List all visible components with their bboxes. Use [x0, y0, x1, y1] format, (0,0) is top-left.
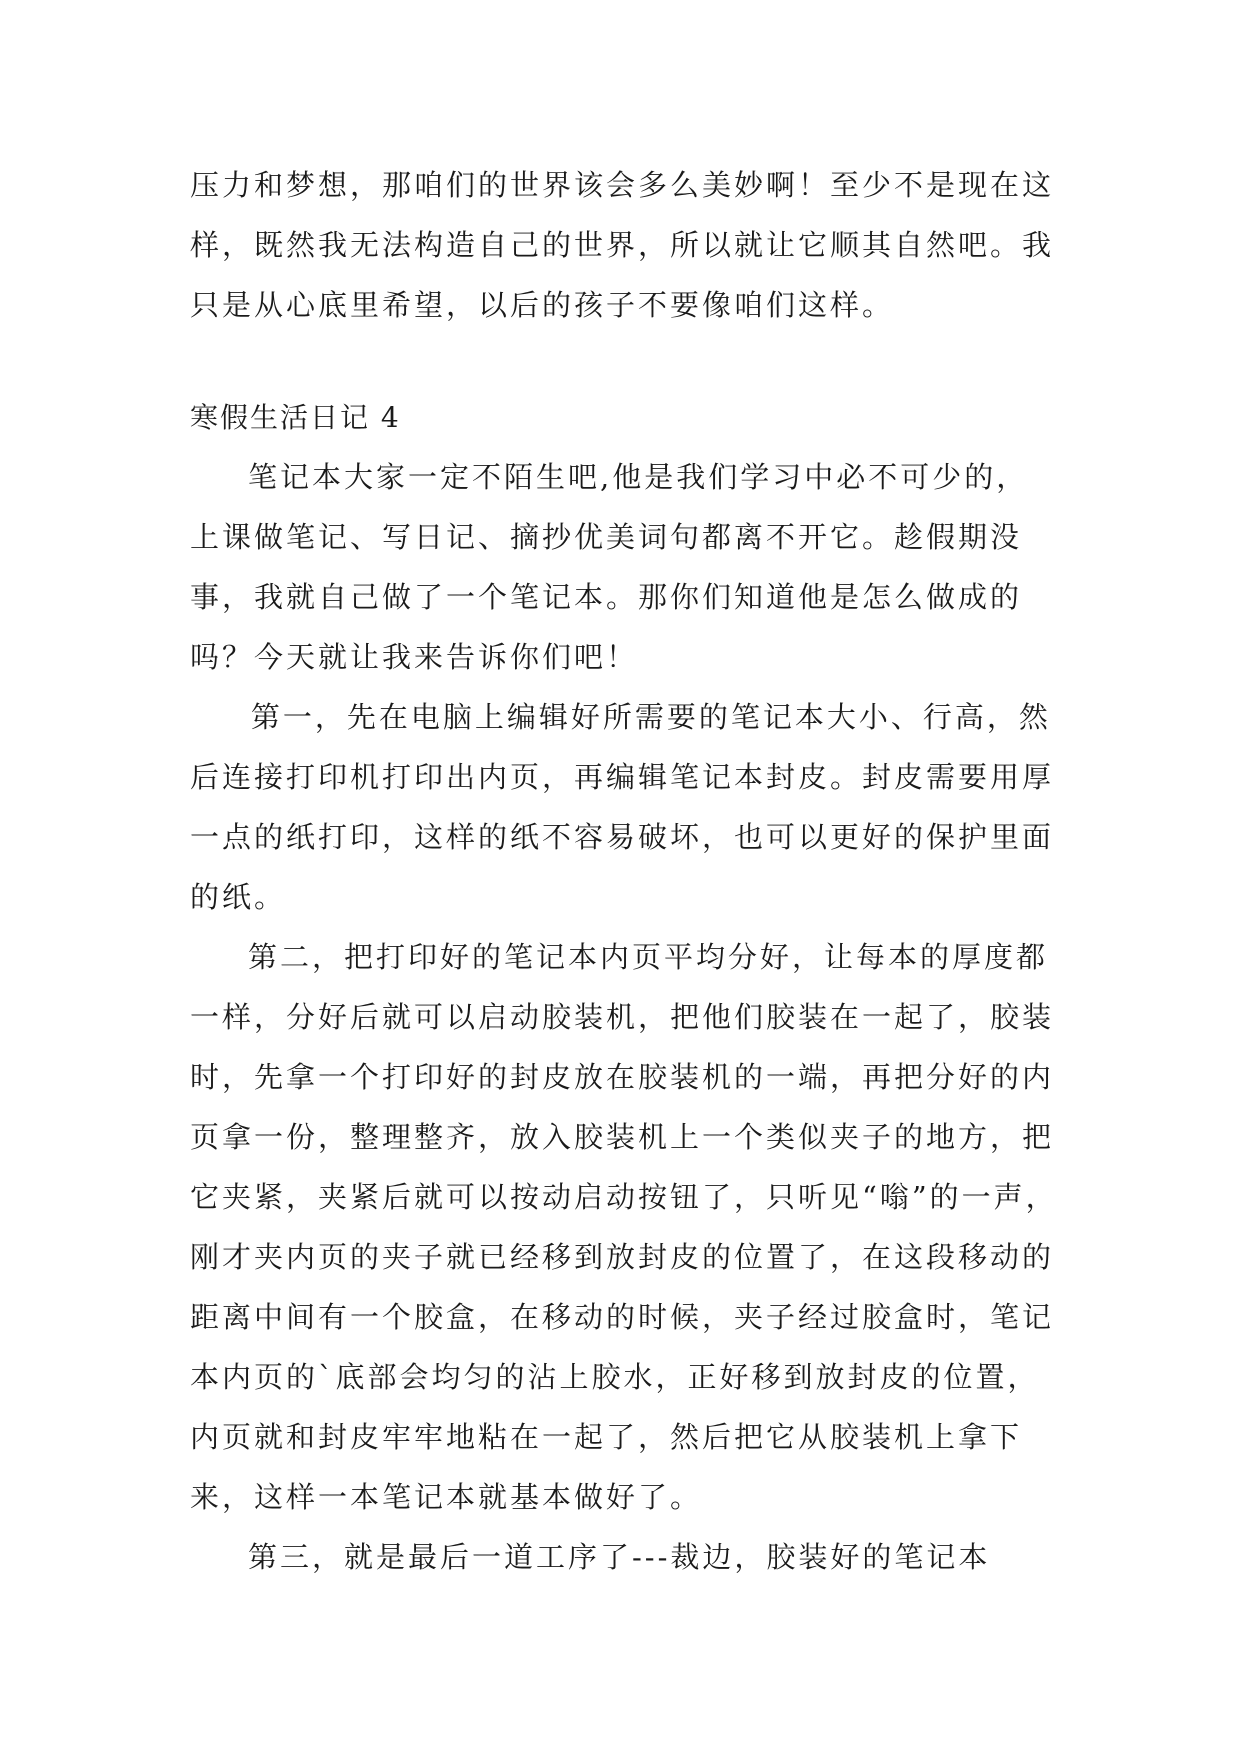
- section-title: 寒假生活日记 4: [190, 401, 401, 434]
- paragraph-2: 第一，先在电脑上编辑好所需要的笔记本大小、行高，然后连接打印机打印出内页，再编辑笔记本封皮。封皮需要用厚一点的纸打印，这样的纸不容易破坏，也可以更好的保护里面的纸。: [190, 700, 1055, 914]
- paragraph-3: 第二，把打印好的笔记本内页平均分好，让每本的厚度都一样，分好后就可以启动胶装机，把他们胶装在一起了，胶装时，先拿一个打印好的封皮放在胶装机的一端，再把分好的内页拿一份，整理整齐，放入胶装机上一个类似夹子的地方，把它夹紧，夹紧后就可以按动启动按钮了，只听见“嗡”的一声，刚才夹内页的夹子就已经移到放封皮的位置了，在这段移动的距离中间有一个胶盒，在移动的时候，夹子经过胶盒时，笔记本内页的`底部会均匀的沾上胶水，正好移到放封皮的位置，内页就和封皮牢牢地粘在一起了，然后把它从胶装机上拿下来，这样一本笔记本就基本做好了。: [190, 940, 1058, 1514]
- intro-paragraph: 压力和梦想，那咱们的世界该会多么美妙啊！至少不是现在这样，既然我无法构造自己的世界，所以就让它顺其自然吧。我只是从心底里希望，以后的孩子不要像咱们这样。: [190, 168, 1055, 322]
- paragraph-4: 第三，就是最后一道工序了---裁边，胶装好的笔记本: [248, 1540, 991, 1574]
- paragraph-1: 笔记本大家一定不陌生吧,他是我们学习中必不可少的，上课做笔记、写日记、摘抄优美词句都离不开它。趁假期没事，我就自己做了一个笔记本。那你们知道他是怎么做成的吗？今天就让我来告诉你们吧！: [190, 460, 1029, 674]
- diary-body: [190, 447, 1060, 1587]
